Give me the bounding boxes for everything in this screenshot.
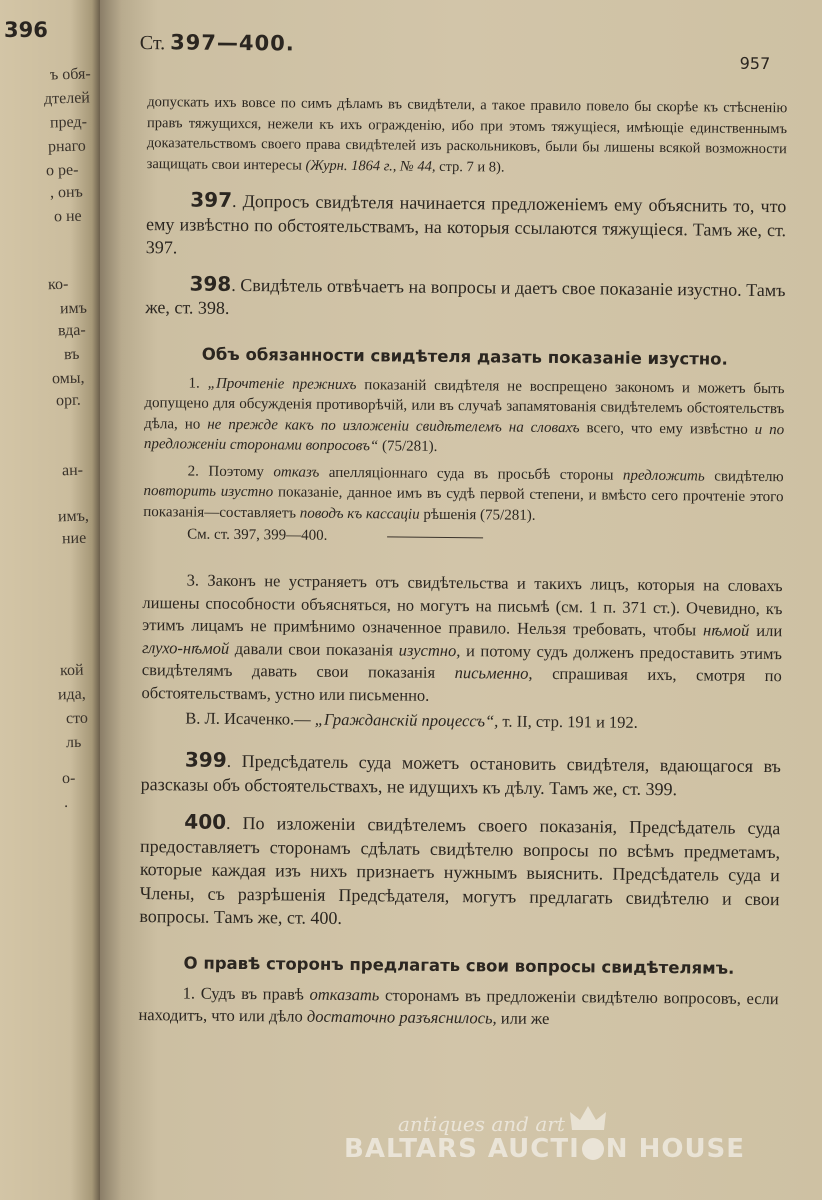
note-text: давали свои показанія	[234, 638, 394, 659]
note-italic: нѣмой	[703, 620, 750, 640]
note-text: показаніе, данное имъ въ судѣ первой степени, и вмѣсто сего прочтеніе этого показанія—составляетъ	[143, 484, 784, 522]
watermark-name-part: BALTARS AUCTI	[344, 1134, 580, 1164]
left-fragment: ан-	[61, 461, 84, 480]
note-text: 3. Законъ не устраняетъ отъ свидѣтельства и такихъ лицъ, которыя на словахъ лишены способности объясняться, но могутъ на письмѣ (см. 1 п. 371 ст.). Очевидно, къ этимъ лицамъ не примѣнимо означенное правило. Нельзя требовать, чтобы	[142, 570, 783, 640]
article-400	[139, 810, 780, 935]
article-number: 398	[189, 270, 232, 296]
note-text: или	[756, 620, 783, 641]
note-text: сторонамъ въ предложеніи свидѣтелю вопросовъ, если находитъ, что или дѣло	[138, 984, 779, 1026]
note-italic: письменно,	[454, 663, 533, 683]
article-397	[146, 188, 787, 266]
article-text: . По изложеніи свидѣтелемъ своего показанія, Предсѣдатель суда предоставляетъ сторонамъ сдѣлать свидѣтелю вопросы по всѣмъ предметамъ, которые каждая изъ нихъ признаетъ нужнымъ выяснить. Предсѣдатель суда и Члены, съ разрѣшенія Предсѣдателя, могутъ предлагать свидѣтелю и свои вопросы. Тамъ же, ст. 400.	[139, 812, 781, 928]
note-italic: предложить	[622, 467, 705, 484]
divider-rule	[387, 536, 483, 538]
note-italic: отказать	[309, 984, 380, 1004]
note-text: (75/281).	[381, 438, 438, 455]
left-fragment: ль	[65, 733, 82, 752]
left-fragment: ко-	[47, 275, 69, 294]
note-italic: отказъ	[273, 463, 320, 481]
left-fragment: омы,	[51, 369, 85, 388]
section-heading: Объ обязанности свидѣтеля дазать показаніе изустно.	[201, 344, 728, 369]
left-page-number: 396	[4, 18, 48, 42]
left-fragment: вда-	[57, 321, 86, 340]
intro-journal-ref: (Журн. 1864 г., № 44,	[305, 157, 436, 175]
section-heading: О правѣ сторонъ предлагать свои вопросы свидѣтелямъ.	[183, 952, 735, 978]
header-prefix: Ст.	[139, 31, 166, 55]
page-content	[138, 24, 800, 1028]
left-fragment: ида,	[57, 685, 87, 704]
article-text: . Свидѣтель отвѣчаетъ на вопросы и даетъ свое показаніе изустно. Тамъ же, ст. 398.	[145, 274, 786, 318]
note-italic: достаточно разъяснилось,	[306, 1006, 497, 1028]
left-fragment: кой	[59, 661, 84, 680]
note-italic: повторить изустно	[143, 483, 274, 501]
left-fragment: въ	[63, 345, 80, 364]
left-fragment: рнаго	[47, 137, 87, 156]
header-article-range: 397—400.	[170, 30, 295, 56]
article-398	[145, 272, 785, 326]
note-text: спрашивая ихъ, смотря по обстоятельствамъ, устно или письменно.	[141, 663, 782, 705]
running-header	[140, 30, 295, 56]
article-text: . Допросъ свидѣтеля начинается предложеніемъ ему объяснить то, что ему извѣстно по обстоятельствамъ, на которыя ссылаются тяжущіеся. Тамъ же, ст. 397.	[145, 190, 787, 258]
left-page-edge	[0, 0, 100, 1200]
note-text: 2. Поэтому	[187, 462, 265, 480]
commentary-note-2	[143, 461, 784, 529]
note-text: показаній свидѣтеля не воспрещено закономъ и можетъ быть допущено для обсужденія противорѣчій, или въ случаѣ запамятованія свидѣтелемъ обстоятельствъ дѣла, но	[144, 376, 785, 433]
left-fragment: о не	[53, 207, 82, 226]
left-fragment: орг.	[55, 391, 81, 410]
book-title: „Гражданскій процессъ“,	[314, 709, 499, 731]
left-fragment: ние	[61, 529, 87, 548]
intro-tail: стр. 7 и 8).	[439, 158, 505, 176]
article-text: . Предсѣдатель суда можетъ остановить свидѣтеля, вдающагося въ разсказы объ обстоятельствахъ, не идущихъ къ дѣлу. Тамъ же, ст. 399.	[140, 750, 782, 799]
note-text: всего, что ему извѣстно	[586, 419, 748, 438]
author-citation	[141, 708, 781, 734]
commentary-note-4	[138, 982, 778, 1033]
commentary-note-1	[144, 373, 785, 461]
note-italic: „Прочтеніе прежнихъ	[207, 375, 357, 393]
note-text: апелляціоннаго суда въ просьбѣ стороны	[328, 464, 614, 484]
left-fragment: , онъ	[49, 183, 84, 202]
intro-paragraph	[147, 92, 788, 180]
left-fragment: .	[63, 793, 69, 812]
article-number: 399	[184, 747, 227, 772]
author-name: В. Л. Исаченко.—	[185, 708, 311, 729]
note-text: 1.	[188, 374, 200, 392]
article-number: 400	[184, 809, 227, 834]
left-fragment: имъ	[59, 299, 88, 318]
left-fragment: ъ обя-	[49, 65, 91, 84]
page-number: 957	[739, 53, 771, 74]
article-399	[141, 748, 781, 802]
note-text: или же	[500, 1008, 550, 1028]
note-text: 1. Судъ въ правѣ	[182, 982, 304, 1004]
note-italic: изустно,	[398, 640, 461, 660]
left-fragment: имъ,	[57, 507, 90, 526]
left-fragment: пред-	[49, 113, 88, 132]
page-body	[138, 92, 787, 1033]
note-italic: не прежде какъ по изложеніи свидѣтелемъ на словахъ	[207, 416, 580, 436]
article-number: 397	[190, 187, 233, 212]
intro-text: допускать ихъ вовсе по симъ дѣламъ въ свидѣтели, а такое правило повело бы скорѣе къ стѣсненію правъ тяжущихся, нежели къ ихъ огражденію, ибо при этомъ тяжущіеся, имѣющіе единственнымъ доказательствомъ своего права свидѣтелей изъ раскольниковъ, были бы лишены всякой возможности защищать свои интересы	[146, 94, 788, 174]
watermark-name-part: N HOUSE	[605, 1134, 746, 1164]
left-fragment: о ре-	[45, 161, 79, 180]
note-italic: поводъ къ кассаціи	[299, 505, 420, 523]
note-italic: и по предложеніи сторонами вопросовъ“	[143, 421, 785, 455]
note-text: и потому судъ долженъ предоставить этимъ свидѣтелямъ давать свои показанія	[141, 640, 783, 682]
commentary-note-3	[141, 569, 782, 710]
left-fragment: о-	[61, 769, 76, 788]
citation-pages: т. II, стр. 191 и 192.	[502, 711, 638, 732]
book-page	[100, 0, 822, 1200]
note-text: рѣшенія (75/281).	[423, 506, 536, 524]
note-text: свидѣтелю	[714, 468, 784, 485]
see-also-reference	[187, 526, 783, 549]
left-fragment: дтелей	[43, 89, 91, 108]
note-italic: глухо-нѣмой	[141, 637, 230, 658]
see-also-text: См. ст. 397, 399—400.	[187, 526, 328, 544]
watermark-tagline: antiques and art	[398, 1112, 565, 1136]
left-fragment: сто	[65, 709, 89, 728]
